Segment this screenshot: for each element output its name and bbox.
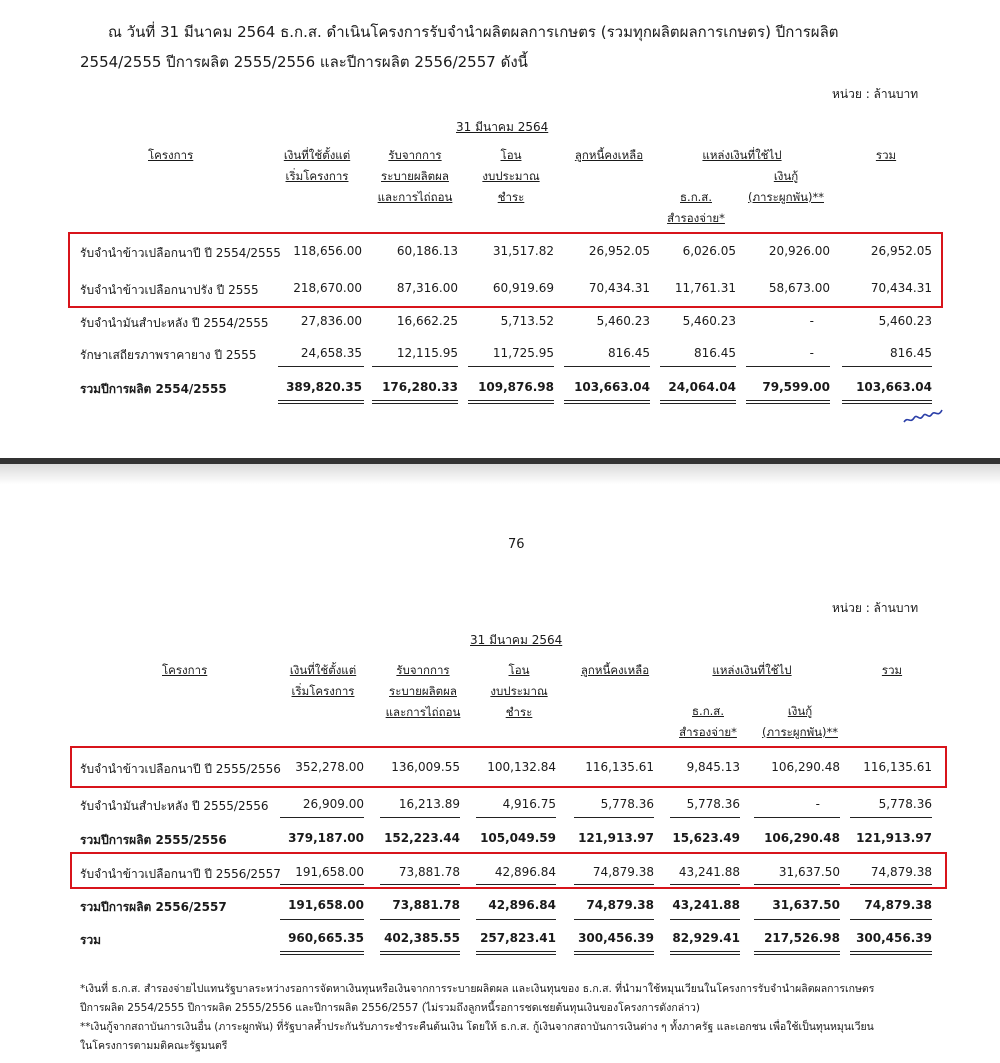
cell: 16,662.25 [396,314,458,328]
cell: 20,926.00 [768,244,830,258]
cell: 816.45 [694,346,736,360]
cell: 24,658.35 [300,346,362,360]
cell: - [809,314,814,328]
divider [476,817,556,818]
cell: 26,952.05 [588,244,650,258]
row-name: รวมปีการผลิต 2555/2556 [80,833,227,847]
cell: 300,456.39 [578,931,654,945]
row-name: รับจำนำมันสำปะหลัง ปี 2555/2556 [80,799,269,813]
cell: 191,658.00 [288,898,364,912]
cell: - [809,346,814,360]
signature-icon [900,400,948,428]
cell: 816.45 [608,346,650,360]
divider [850,919,932,920]
header-col6: เงินกู้ (ภาระผูกพัน)** [761,704,838,739]
cell: 121,913.97 [578,831,654,845]
double-underline [574,951,654,955]
header-col4: ลูกหนี้คงเหลือ [574,148,644,162]
cell: 100,132.84 [487,760,556,774]
cell: 191,658.00 [295,865,364,879]
cell: 79,599.00 [762,380,830,394]
divider [754,817,840,818]
cell: 73,881.78 [398,865,460,879]
document-page-2 [0,502,1000,1063]
row-name: รับจำนำข้าวเปลือกนาปี ปี 2555/2556 [80,762,281,776]
double-underline [476,951,556,955]
header-col1: เงินที่ใช้ตั้งแต่ เริ่มโครงการ [283,148,351,183]
divider [670,919,740,920]
cell: 43,241.88 [672,898,740,912]
row-name: รวมปีการผลิต 2554/2555 [80,382,227,396]
cell: 4,916.75 [502,797,556,811]
cell: 9,845.13 [686,760,740,774]
cell: 106,290.48 [764,831,840,845]
cell: 11,725.95 [492,346,554,360]
page-number: 76 [508,537,525,552]
header-col7: รวม [875,148,897,162]
divider [280,817,364,818]
cell: 5,778.36 [686,797,740,811]
cell: 70,434.31 [870,281,932,295]
cell: 116,135.61 [863,760,932,774]
double-underline [380,951,460,955]
footnote-2-line-1: **เงินกู้จากสถาบันการเงินอื่น (ภาระผูกพัน) ที่รัฐบาลค้ำประกันรับภาระชำระคืนต้นเงิน โดยให้ ธ.ก.ส. กู้เงินจากสถาบันการเงินต่าง ๆ ทั้งภาครัฐ และเอกชน เพื่อใช้เป็นทุนหมุนเวียน [80,1021,874,1033]
double-underline [278,400,364,404]
cell: 74,879.38 [592,865,654,879]
double-underline [746,400,830,404]
cell: 6,026.05 [682,244,736,258]
cell: 42,896.84 [488,898,556,912]
divider [574,817,654,818]
intro-line-2: 2554/2555 ปีการผลิต 2555/2556 และปีการผลิต 2556/2557 ดังนี้ [80,53,528,71]
double-underline [670,951,740,955]
cell: 218,670.00 [293,281,362,295]
divider [660,366,736,367]
intro-line-1: ณ วันที่ 31 มีนาคม 2564 ธ.ก.ส. ดำเนินโครงการรับจำนำผลิตผลการเกษตร (รวมทุกผลิตผลการเกษตร) ปีการผลิต [108,23,839,41]
double-underline [850,951,932,955]
cell: 5,713.52 [500,314,554,328]
row-name: รวม [80,933,102,947]
cell: 402,385.55 [384,931,460,945]
divider [380,919,460,920]
footnote-1-line-1: *เงินที่ ธ.ก.ส. สำรองจ่ายไปแทนรัฐบาลระหว่างรอการจัดหาเงินทุนหรือเงินจากการระบายผลิตผล และเงินทุนของ ธ.ก.ส. ที่นำมาใช้หมุนเวียนในโครงการรับจำนำผลิตผลการเกษตร [80,983,875,995]
cell: 352,278.00 [295,760,364,774]
header-col1: เงินที่ใช้ตั้งแต่ เริ่มโครงการ [289,663,357,698]
double-underline [564,400,650,404]
cell: 176,280.33 [382,380,458,394]
cell: 74,879.38 [586,898,654,912]
header-col7: รวม [881,663,903,677]
cell: 5,460.23 [878,314,932,328]
cell: 5,778.36 [600,797,654,811]
cell: 31,517.82 [492,244,554,258]
cell: 103,663.04 [574,380,650,394]
double-underline [468,400,554,404]
footnote-2-line-2: ในโครงการตามมติคณะรัฐมนตรี [80,1040,228,1052]
divider [850,817,932,818]
cell: 116,135.61 [585,760,654,774]
cell: 82,929.41 [672,931,740,945]
divider [754,919,840,920]
row-name: รักษาเสถียรภาพราคายาง ปี 2555 [80,348,257,362]
cell: 257,823.41 [480,931,556,945]
cell: 121,913.97 [856,831,932,845]
cell: 15,623.49 [672,831,740,845]
header-col2: รับจากการ ระบายผลิตผล และการไถ่ถอน [377,148,453,204]
divider [280,919,364,920]
date-header: 31 มีนาคม 2564 [456,120,549,134]
cell: - [815,797,820,811]
cell: 106,290.48 [771,760,840,774]
cell: 105,049.59 [480,831,556,845]
header-col5: ธ.ก.ส. สำรองจ่าย* [667,190,725,225]
cell: 379,187.00 [288,831,364,845]
row-name: รับจำนำข้าวเปลือกนาปรัง ปี 2555 [80,283,259,297]
cell: 26,952.05 [870,244,932,258]
cell: 960,665.35 [288,931,364,945]
header-col2: รับจากการ ระบายผลิตผล และการไถ่ถอน [385,663,461,719]
date-header: 31 มีนาคม 2564 [470,633,563,647]
cell: 816.45 [890,346,932,360]
divider [746,366,830,367]
row-name: รับจำนำข้าวเปลือกนาปี ปี 2554/2555 [80,246,281,260]
cell: 12,115.95 [396,346,458,360]
cell: 60,186.13 [396,244,458,258]
header-project: โครงการ [162,663,208,677]
header-col5: ธ.ก.ส. สำรองจ่าย* [679,704,737,739]
cell: 5,460.23 [682,314,736,328]
cell: 118,656.00 [293,244,362,258]
cell: 60,919.69 [492,281,554,295]
double-underline [280,951,364,955]
row-name: รับจำนำมันสำปะหลัง ปี 2554/2555 [80,316,269,330]
highlight-box [68,232,943,308]
cell: 5,778.36 [878,797,932,811]
cell: 5,460.23 [596,314,650,328]
row-name: รับจำนำข้าวเปลือกนาปี ปี 2556/2557 [80,867,281,881]
divider [380,817,460,818]
divider [574,919,654,920]
cell: 74,879.38 [864,898,932,912]
divider [468,366,554,367]
header-col3: โอน งบประมาณ ชำระ [482,148,540,204]
unit-label: หน่วย : ล้านบาท [832,601,919,615]
cell: 74,879.38 [870,865,932,879]
cell: 31,637.50 [778,865,840,879]
divider [670,817,740,818]
divider [278,366,364,367]
footnote-1-line-2: ปีการผลิต 2554/2555 ปีการผลิต 2555/2556 และปีการผลิต 2556/2557 (ไม่รวมถึงลูกหนี้รอการชดเชยต้นทุนเงินของโครงการดังกล่าว) [80,1002,701,1014]
row-name: รวมปีการผลิต 2556/2557 [80,900,227,914]
header-project: โครงการ [148,148,194,162]
header-col3: โอน งบประมาณ ชำระ [490,663,548,719]
cell: 87,316.00 [396,281,458,295]
cell: 31,637.50 [772,898,840,912]
cell: 26,909.00 [302,797,364,811]
cell: 300,456.39 [856,931,932,945]
cell: 58,673.00 [768,281,830,295]
cell: 217,526.98 [764,931,840,945]
divider [372,366,458,367]
cell: 43,241.88 [678,865,740,879]
divider [564,366,650,367]
double-underline [754,951,840,955]
page-separator [0,458,1000,502]
highlight-box [70,746,947,788]
cell: 16,213.89 [398,797,460,811]
header-source: แหล่งเงินที่ใช้ไป [702,148,782,162]
cell: 70,434.31 [588,281,650,295]
cell: 109,876.98 [478,380,554,394]
divider [842,366,932,367]
unit-label: หน่วย : ล้านบาท [832,87,919,101]
highlight-box [70,852,947,889]
cell: 24,064.04 [668,380,736,394]
double-underline [660,400,736,404]
document-page-1 [0,0,1000,458]
double-underline [372,400,458,404]
cell: 42,896.84 [494,865,556,879]
header-col6: เงินกู้ (ภาระผูกพัน)** [747,169,824,204]
header-col4: ลูกหนี้คงเหลือ [580,663,650,677]
cell: 152,223.44 [384,831,460,845]
cell: 11,761.31 [674,281,736,295]
cell: 27,836.00 [300,314,362,328]
cell: 73,881.78 [392,898,460,912]
cell: 136,009.55 [391,760,460,774]
header-source: แหล่งเงินที่ใช้ไป [712,663,792,677]
cell: 389,820.35 [286,380,362,394]
divider [476,919,556,920]
cell: 103,663.04 [856,380,932,394]
